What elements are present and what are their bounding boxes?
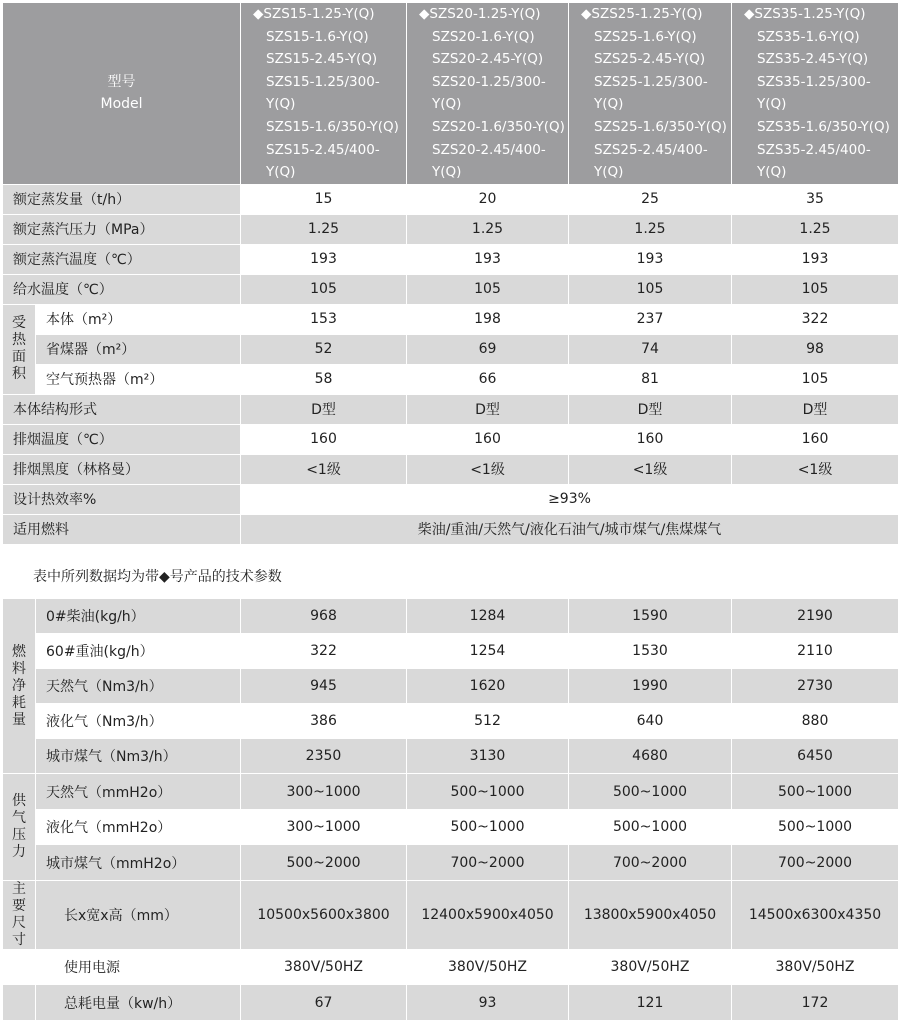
model-name: SZS35-1.25/300-Y(Q) (757, 73, 871, 113)
row-label: 60#重油(kg/h） (36, 634, 241, 669)
row-label: 0#柴油(kg/h） (36, 599, 241, 634)
cell: 1.25 (569, 214, 732, 244)
table-row (3, 845, 899, 881)
row-label: 液化气（Nm3/h） (36, 704, 241, 739)
group-char: 压 (12, 827, 26, 843)
table-row (3, 424, 899, 454)
cell: 1990 (569, 669, 732, 704)
model-name: ◆SZS25-1.25-Y(Q) (581, 6, 703, 22)
group-char: 受 (12, 315, 26, 332)
cell: 153 (241, 304, 407, 334)
group-char: 寸 (12, 932, 26, 948)
model-name: SZS25-1.25/300-Y(Q) (594, 73, 708, 113)
row-label: 总耗电量（kw/h） (36, 985, 241, 1021)
spacer-cell (3, 950, 36, 985)
cell: 380V/50HZ (241, 950, 407, 985)
spec-table-main (2, 2, 899, 545)
cell: 3130 (407, 739, 569, 774)
model-name: SZS35-2.45-Y(Q) (757, 51, 869, 68)
row-label: 天然气（Nm3/h） (36, 669, 241, 704)
table-row (3, 184, 899, 214)
row-label: 城市煤气（mmH2o） (36, 845, 241, 881)
cell: 1.25 (407, 214, 569, 244)
model-column-1 (241, 3, 407, 185)
model-name: SZS25-2.45-Y(Q) (594, 51, 706, 68)
model-name: SZS15-2.45/400-Y(Q) (266, 141, 380, 181)
cell: 2350 (241, 739, 407, 774)
table-row (3, 669, 899, 704)
fuel-value: 柴油/重油/天然气/液化石油气/城市煤气/焦煤煤气 (241, 514, 899, 544)
cell: 35 (732, 184, 899, 214)
group-char: 供 (12, 793, 26, 809)
model-name: SZS25-1.6-Y(Q) (594, 28, 697, 45)
row-label: 空气预热器（m²） (36, 364, 241, 394)
cell: 1620 (407, 669, 569, 704)
table-row (3, 394, 899, 424)
model-name: ◆SZS15-1.25-Y(Q) (253, 6, 375, 22)
cell: 500~1000 (569, 774, 732, 810)
cell: 640 (569, 704, 732, 739)
model-name: ◆SZS20-1.25-Y(Q) (419, 6, 541, 22)
cell: 500~1000 (407, 810, 569, 845)
cell: 500~1000 (732, 774, 899, 810)
cell: 968 (241, 599, 407, 634)
table-row (3, 810, 899, 845)
cell: 13800x5900x4050 (569, 881, 732, 950)
group-char: 尺 (12, 915, 26, 931)
cell: 198 (407, 304, 569, 334)
row-label: 适用燃料 (3, 514, 241, 544)
model-header-row (3, 3, 899, 185)
cell: 2190 (732, 599, 899, 634)
cell: 81 (569, 364, 732, 394)
cell: 160 (569, 424, 732, 454)
cell: 52 (241, 334, 407, 364)
cell: 160 (407, 424, 569, 454)
table-row (3, 484, 899, 514)
model-name: SZS25-1.6/350-Y(Q) (594, 118, 727, 135)
table-row (3, 881, 899, 950)
model-column-2 (407, 3, 569, 185)
model-name: ◆SZS35-1.25-Y(Q) (744, 6, 866, 22)
model-name: SZS35-1.6/350-Y(Q) (757, 118, 890, 135)
cell: 14500x6300x4350 (732, 881, 899, 950)
model-name: SZS20-1.6/350-Y(Q) (432, 118, 565, 135)
cell: <1级 (241, 454, 407, 484)
table-row (3, 454, 899, 484)
model-name: SZS25-2.45/400-Y(Q) (594, 141, 708, 181)
cell: 322 (241, 634, 407, 669)
table-note: 表中所列数据均为带◆号产品的技术参数 (33, 569, 282, 585)
model-column-4 (732, 3, 899, 185)
row-label: 额定蒸发量（t/h） (3, 184, 241, 214)
cell: 160 (241, 424, 407, 454)
cell: 193 (241, 244, 407, 274)
table-row (3, 334, 899, 364)
cell: 160 (732, 424, 899, 454)
cell: 300~1000 (241, 810, 407, 845)
cell: 237 (569, 304, 732, 334)
cell: 1254 (407, 634, 569, 669)
cell: 66 (407, 364, 569, 394)
cell: 386 (241, 704, 407, 739)
spacer-cell (3, 985, 36, 1021)
cell: 98 (732, 334, 899, 364)
cell: 500~1000 (732, 810, 899, 845)
table-row (3, 704, 899, 739)
model-header-cell (3, 3, 241, 185)
model-name: SZS15-1.25/300-Y(Q) (266, 73, 380, 113)
cell: 105 (569, 274, 732, 304)
group-char: 主 (12, 881, 26, 897)
cell: 322 (732, 304, 899, 334)
table-row (3, 985, 899, 1021)
row-label: 省煤器（m²） (36, 334, 241, 364)
cell: 380V/50HZ (569, 950, 732, 985)
cell: 700~2000 (732, 845, 899, 881)
table-row (3, 364, 899, 394)
model-name: SZS15-1.6/350-Y(Q) (266, 118, 399, 135)
group-char: 积 (12, 366, 26, 383)
cell: <1级 (732, 454, 899, 484)
cell: 500~2000 (241, 845, 407, 881)
cell: <1级 (569, 454, 732, 484)
group-char: 要 (12, 898, 26, 914)
group-char: 净 (12, 677, 26, 694)
dimensions-group-label (3, 881, 36, 950)
cell: 512 (407, 704, 569, 739)
cell: 105 (732, 364, 899, 394)
cell: 4680 (569, 739, 732, 774)
spec-table-consumption (2, 598, 899, 1021)
cell: 193 (732, 244, 899, 274)
cell: 193 (569, 244, 732, 274)
row-label: 本体结构形式 (3, 394, 241, 424)
cell: 67 (241, 985, 407, 1021)
table-row (3, 950, 899, 985)
table-row (3, 599, 899, 634)
row-label: 天然气（mmH2o） (36, 774, 241, 810)
group-char: 气 (12, 810, 26, 826)
table-row (3, 774, 899, 810)
model-name: SZS20-1.6-Y(Q) (432, 28, 535, 45)
cell: 10500x5600x3800 (241, 881, 407, 950)
fuel-consumption-group-label (3, 599, 36, 774)
cell: 1.25 (241, 214, 407, 244)
cell: 700~2000 (407, 845, 569, 881)
table-row (3, 514, 899, 544)
table-row (3, 634, 899, 669)
cell: 880 (732, 704, 899, 739)
cell: 700~2000 (569, 845, 732, 881)
table-row (3, 304, 899, 334)
table-row (3, 214, 899, 244)
model-name: SZS35-2.45/400-Y(Q) (757, 141, 871, 181)
model-name: SZS35-1.6-Y(Q) (757, 28, 860, 45)
row-label: 使用电源 (36, 950, 241, 985)
cell: 121 (569, 985, 732, 1021)
model-name: SZS20-2.45-Y(Q) (432, 51, 544, 68)
row-label: 长x宽x高（mm） (36, 881, 241, 950)
table-row (3, 274, 899, 304)
cell: 74 (569, 334, 732, 364)
row-label: 给水温度（℃） (3, 274, 241, 304)
row-label: 设计热效率% (3, 484, 241, 514)
group-char: 面 (12, 349, 26, 366)
cell: 105 (241, 274, 407, 304)
model-name: SZS15-1.6-Y(Q) (266, 28, 369, 45)
cell: 25 (569, 184, 732, 214)
cell: 1.25 (732, 214, 899, 244)
cell: 58 (241, 364, 407, 394)
cell: 500~1000 (407, 774, 569, 810)
cell: 300~1000 (241, 774, 407, 810)
cell: 69 (407, 334, 569, 364)
cell: 1284 (407, 599, 569, 634)
model-label-cn: 型号 (107, 74, 136, 91)
model-name: SZS20-1.25/300-Y(Q) (432, 73, 546, 113)
cell: 12400x5900x4050 (407, 881, 569, 950)
cell: 1590 (569, 599, 732, 634)
cell: 172 (732, 985, 899, 1021)
row-label: 额定蒸汽压力（MPa） (3, 214, 241, 244)
group-char: 料 (12, 660, 26, 677)
cell: D型 (407, 394, 569, 424)
cell: D型 (569, 394, 732, 424)
cell: 945 (241, 669, 407, 704)
model-name: SZS20-2.45/400-Y(Q) (432, 141, 546, 181)
heat-area-group-label (3, 304, 36, 394)
table-row (3, 739, 899, 774)
cell: 105 (732, 274, 899, 304)
cell: 105 (407, 274, 569, 304)
row-label: 额定蒸汽温度（℃） (3, 244, 241, 274)
cell: 2730 (732, 669, 899, 704)
cell: D型 (241, 394, 407, 424)
table-row (3, 244, 899, 274)
cell: 6450 (732, 739, 899, 774)
group-char: 力 (12, 844, 26, 860)
model-column-3 (569, 3, 732, 185)
group-char: 耗 (12, 694, 26, 711)
cell: 380V/50HZ (732, 950, 899, 985)
cell: D型 (732, 394, 899, 424)
efficiency-value: ≥93% (241, 484, 899, 514)
model-name: SZS15-2.45-Y(Q) (266, 51, 378, 68)
cell: 1530 (569, 634, 732, 669)
row-label: 城市煤气（Nm3/h） (36, 739, 241, 774)
cell: 20 (407, 184, 569, 214)
model-label-en: Model (100, 96, 143, 113)
group-char: 量 (12, 711, 26, 728)
cell: <1级 (407, 454, 569, 484)
gas-pressure-group-label (3, 774, 36, 881)
cell: 93 (407, 985, 569, 1021)
cell: 193 (407, 244, 569, 274)
row-label: 排烟温度（℃） (3, 424, 241, 454)
group-char: 燃 (12, 643, 26, 660)
row-label: 液化气（mmH2o） (36, 810, 241, 845)
cell: 2110 (732, 634, 899, 669)
cell: 15 (241, 184, 407, 214)
group-char: 热 (12, 332, 26, 349)
cell: 380V/50HZ (407, 950, 569, 985)
cell: 500~1000 (569, 810, 732, 845)
row-label: 排烟黑度（林格曼） (3, 454, 241, 484)
row-label: 本体（m²） (36, 304, 241, 334)
